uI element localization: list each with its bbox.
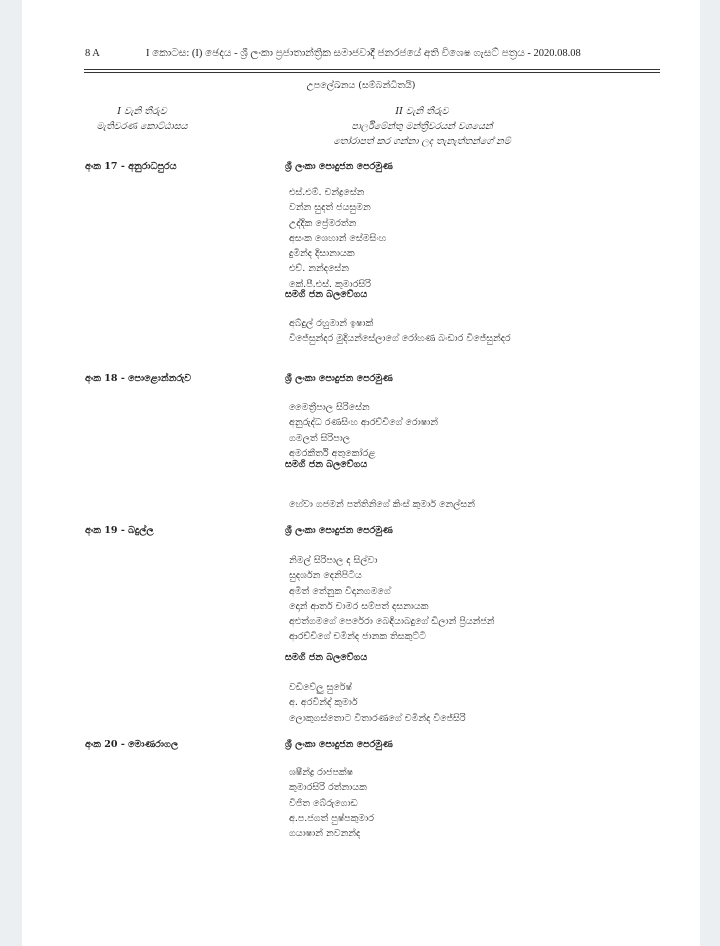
member-name: වඩිවේලු සුරේෂ් — [289, 682, 352, 693]
party-name: ශ්‍රී ලංකා පොදුජන පෙරමුණ — [285, 739, 393, 750]
member-name: සුදර්ශන දෙනිපිටිය — [289, 570, 362, 582]
member-name: එච්. නන්දසේන — [289, 263, 349, 275]
member-list — [289, 400, 438, 461]
schedule-title: උපලේඛනය (සම්බන්ධිතයි) — [306, 80, 416, 91]
column-2-subheading: පාර්ලිමේන්තු මන්ත්‍රීවරයන් වශයෙන් — [351, 121, 493, 132]
member-name: දොන් ආතර් චාමර සම්පත් දසනායක — [289, 600, 429, 612]
column-1-subheading: මැතිවරණ කොට්ඨාසය — [96, 121, 188, 132]
member-name: අ. අරවින්ද් කුමාර් — [289, 697, 358, 709]
district-label: අංක 19 - බදුල්ල — [85, 525, 154, 536]
column-2-heading: II වැනි තීරුව — [395, 106, 449, 117]
member-name: උද්දික ප්‍රේමරත්න — [289, 217, 357, 229]
party-name: සමගි ජන බලවේගය — [285, 652, 368, 663]
member-name: අමිත් තේනුක විදානගමගේ — [289, 585, 391, 597]
member-list — [289, 185, 386, 292]
member-name: එස්.එම්. චන්ද්‍රසේන — [289, 187, 365, 198]
member-list — [289, 680, 466, 726]
member-name: ලොකුගස්තොට විතාරණගේ චමින්ද විජේසිරි — [289, 712, 466, 724]
member-list — [289, 553, 495, 645]
member-list — [289, 497, 475, 512]
member-name: අසංක ශෙහාන් සේමසිංහ — [289, 232, 387, 244]
party-name: ශ්‍රී ලංකා පොදුජන පෙරමුණ — [285, 161, 393, 172]
column-2-subheading: තෝරාපත් කර ගන්නා ලද තැනැත්තන්ගේ නම් — [333, 136, 511, 147]
member-name: ආරච්චිගේ චමින්ද ජානක තිසකුට්ටි — [289, 631, 426, 643]
district-label: අංක 20 - මොණරාගල — [85, 739, 179, 750]
member-name: විජිත බේරුගොඩ — [289, 797, 358, 809]
member-name: ගයාෂාන් නවනන්ද — [289, 828, 361, 840]
member-name: අබ්දුල් රහුමාන් ඉෂාක් — [289, 318, 374, 329]
page-number: 8 A — [85, 48, 100, 59]
district-label: අංක 17 - අනුරාධපුරය — [85, 161, 177, 172]
member-name: දුමින්ද දිසානායක — [289, 248, 355, 260]
party-name: ශ්‍රී ලංකා පොදුජන පෙරමුණ — [285, 525, 393, 536]
member-name: විජේසුන්දර මුදියන්සේලාගේ රෝහණ බංඩාර විජේසුන්දර — [289, 333, 511, 345]
member-name: අ.ප.ජගත් පුෂ්පකුමාර — [289, 812, 374, 824]
party-name: ශ්‍රී ලංකා පොදුජන පෙරමුණ — [285, 373, 393, 384]
party-name: සමගි ජන බලවේගය — [285, 459, 368, 470]
party-name: සමගි ජන බලවේගය — [285, 289, 368, 300]
member-name: කුමාරසිරි රත්නායක — [289, 782, 367, 794]
member-name: ගමලත් සිරිපාල — [289, 432, 350, 444]
member-name: මෛත්‍රීපාල සිරිසේන — [289, 402, 370, 413]
page-header-title: I කොටස: (I) ඡෙදය - ශ්‍රී ලංකා ප්‍රජාතාන්ත්‍රික සමාජවාදී ජනරජයේ අති විශෙෂ ගැසට් පත්‍රය - 2020.08.08 — [146, 48, 581, 59]
gazette-page — [22, 0, 700, 946]
member-name: හේවා ගජමන් පත්තිනිගේ කිංස් කුමාර් නෙල්සන් — [289, 499, 475, 510]
member-name: නිමල් සිරිපාල ද සිල්වා — [289, 555, 378, 566]
member-name: කේ.පී.එස්. කුමාරසිරි — [289, 278, 371, 290]
member-list — [289, 316, 511, 347]
member-name: අනුරුද්ධ රණසිංහ ආරච්චිගේ රොෂාන් — [289, 417, 438, 429]
member-name: ශෂීන්ද්‍ර රාජපක්ෂ — [289, 767, 354, 778]
member-name: වන්න සුදත් ජයසුමන — [289, 202, 371, 214]
member-list — [289, 765, 374, 841]
member-name: අළුත්ගමගේ පෙරේරා බෙඳියාබදුගේ ඩිලාන් ප්‍රියන්ජන් — [289, 616, 495, 628]
header-rule — [84, 69, 660, 70]
header-rule — [84, 72, 660, 73]
column-1-heading: I වැනි තීරුව — [117, 106, 167, 117]
district-label: අංක 18 - පොළොන්නරුව — [85, 373, 192, 384]
member-name: අමරකීර්ති අතුකෝරළ — [289, 447, 376, 459]
